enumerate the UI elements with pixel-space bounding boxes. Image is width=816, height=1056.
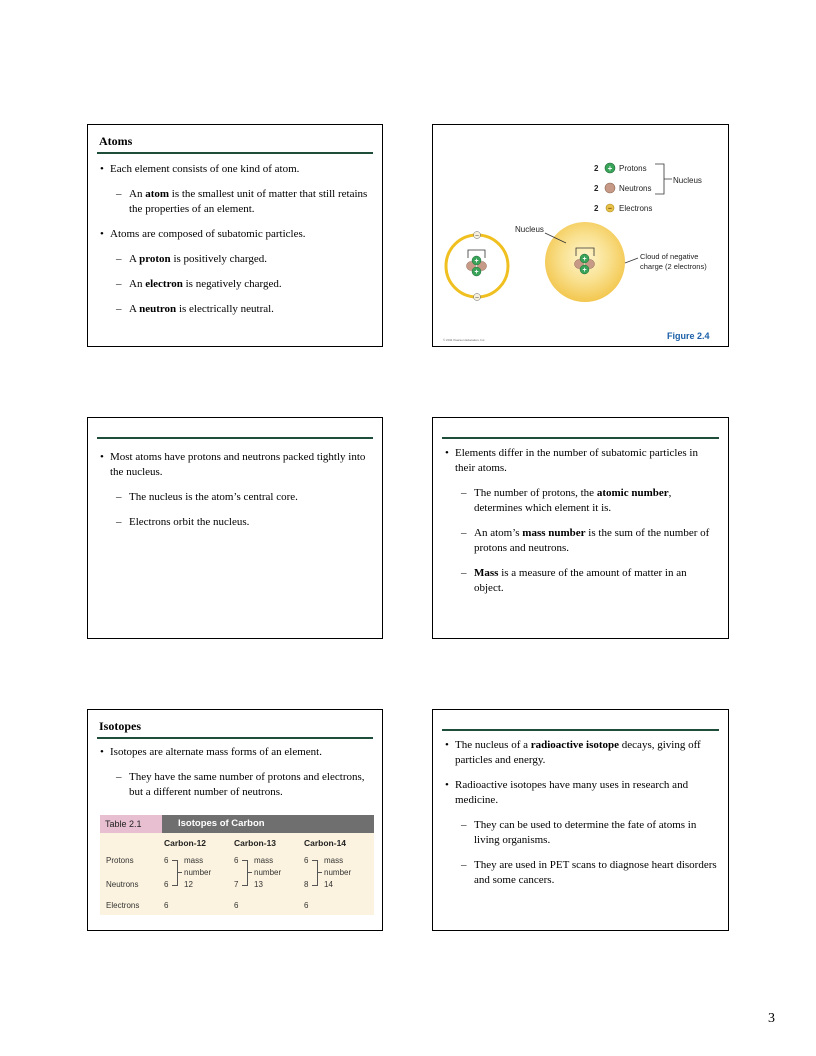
mass-label: number xyxy=(324,868,352,877)
electron-orbit xyxy=(446,235,508,297)
slide-title: Atoms xyxy=(99,134,133,148)
orbital-model xyxy=(446,232,508,302)
bullet-text: The number of protons, the xyxy=(474,487,597,499)
legend-neutrons-count: 2 xyxy=(594,184,599,193)
svg-text:–: – xyxy=(475,233,479,240)
bullet-list xyxy=(443,738,718,888)
bullet-text: is negatively charged. xyxy=(182,278,282,290)
isotopes-table xyxy=(100,815,374,915)
column-header: Carbon-14 xyxy=(304,838,347,848)
slide-isotopes xyxy=(87,709,383,931)
bullet-item xyxy=(443,778,718,808)
slide-radioactive xyxy=(432,709,729,931)
page-number: 3 xyxy=(768,1011,775,1026)
bullet-text: An xyxy=(129,188,146,200)
svg-text:+: + xyxy=(474,258,479,265)
nucleus-pointer-label: Nucleus xyxy=(515,225,544,234)
bullet-list xyxy=(98,450,372,530)
bullet-text: Each element consists of one kind of atom. xyxy=(110,163,300,175)
key-term: Mass xyxy=(474,567,499,579)
bullet-text: is the smallest unit of matter that still retains the properties of an element. xyxy=(129,188,368,215)
bullet-item xyxy=(98,227,372,242)
bullet-text: They have the same number of protons and electrons, but a different number of neutrons. xyxy=(129,771,365,798)
key-term: neutron xyxy=(139,303,177,315)
electrons-value: 6 xyxy=(164,901,169,910)
bullet-text: Atoms are composed of subatomic particles. xyxy=(110,228,306,240)
bullet-item xyxy=(98,450,372,480)
cloud-label-line2: charge (2 electrons) xyxy=(640,262,707,271)
bullet-text: is the sum of the number of protons and neutrons. xyxy=(474,527,710,554)
slide-nucleus xyxy=(87,417,383,639)
legend xyxy=(594,163,702,213)
mass-label: number xyxy=(254,868,282,877)
bullet-text: The nucleus is the atom’s central core. xyxy=(129,491,298,503)
row-label: Protons xyxy=(106,856,134,865)
legend-neutrons-label: Neutrons xyxy=(619,184,652,193)
title-rule xyxy=(97,152,373,154)
title-rule xyxy=(97,437,373,439)
legend-electrons-count: 2 xyxy=(594,204,599,213)
protons-value: 6 xyxy=(234,856,239,865)
svg-text:+: + xyxy=(582,267,587,274)
row-label: Neutrons xyxy=(106,880,139,889)
sub-bullet-item xyxy=(98,302,372,317)
title-rule xyxy=(97,737,373,739)
legend-protons-count: 2 xyxy=(594,164,599,173)
bullet-text: A xyxy=(129,253,140,265)
cloud-pointer-line xyxy=(625,258,638,263)
bullet-text: Most atoms have protons and neutrons packed tightly into the nucleus. xyxy=(110,451,366,478)
sub-bullet-item xyxy=(98,515,372,530)
bullet-item xyxy=(98,162,372,177)
mass-label: mass xyxy=(184,856,204,865)
sub-bullet-item xyxy=(98,252,372,267)
table-number: Table 2.1 xyxy=(105,819,142,829)
mass-number-value: 12 xyxy=(184,880,193,889)
bullet-text: Radioactive isotopes have many uses in research and medicine. xyxy=(455,779,689,806)
bullet-item xyxy=(443,446,718,476)
sub-bullet-item xyxy=(443,526,718,556)
row-label: Electrons xyxy=(106,901,140,910)
legend-electrons-label: Electrons xyxy=(619,204,653,213)
legend-protons-label: Protons xyxy=(619,164,647,173)
neutrons-value: 6 xyxy=(164,880,169,889)
nucleus-bracket xyxy=(655,164,672,194)
key-term: atomic number xyxy=(596,487,669,499)
electron-legend-symbol: – xyxy=(608,205,612,213)
bullet-text: An atom’s xyxy=(474,527,523,539)
column-header: Carbon-12 xyxy=(164,838,207,848)
mass-label: number xyxy=(184,868,212,877)
slide-atoms xyxy=(87,124,383,347)
neutrons-value: 8 xyxy=(304,880,309,889)
svg-text:+: + xyxy=(582,256,587,263)
neutrons-value: 7 xyxy=(234,880,239,889)
svg-text:–: – xyxy=(475,295,479,302)
mass-label: mass xyxy=(254,856,274,865)
slide-title: Isotopes xyxy=(99,719,142,733)
cloud-label-line1: Cloud of negative xyxy=(640,252,699,261)
mass-number-value: 13 xyxy=(254,880,263,889)
bullet-text: An xyxy=(129,278,146,290)
electrons-value: 6 xyxy=(234,901,239,910)
sub-bullet-item xyxy=(98,277,372,292)
key-term: atom xyxy=(145,188,170,200)
slide-atomic-number xyxy=(432,417,729,639)
bullet-text: They are used in PET scans to diagnose heart disorders and some cancers. xyxy=(474,859,717,886)
copyright-text: © 2011 Pearson Education, Inc. xyxy=(443,338,486,342)
key-term: mass number xyxy=(522,527,586,539)
sub-bullet-item xyxy=(443,566,718,596)
atom-diagram xyxy=(433,125,728,346)
sub-bullet-item xyxy=(98,490,372,505)
sub-bullet-item xyxy=(98,770,372,800)
bullet-text: decays, giving off particles and energy. xyxy=(455,739,701,766)
proton-legend-symbol: + xyxy=(607,164,613,173)
slide-atom-figure xyxy=(432,124,729,347)
figure-label: Figure 2.4 xyxy=(667,331,710,341)
sub-bullet-item xyxy=(443,858,718,888)
title-rule xyxy=(442,437,719,439)
bullet-item xyxy=(443,738,718,768)
bullet-text: is a measure of the amount of matter in an object. xyxy=(474,567,687,594)
key-term: radioactive isotope xyxy=(530,739,620,751)
sub-bullet-item xyxy=(443,486,718,516)
cloud-model xyxy=(515,222,707,302)
sub-bullet-item xyxy=(98,187,372,217)
bullet-list xyxy=(98,162,372,317)
sub-bullet-item xyxy=(443,818,718,848)
bullet-text: Elements differ in the number of subatomic particles in their atoms. xyxy=(455,447,698,474)
bullet-list xyxy=(98,745,372,800)
bullet-text: Isotopes are alternate mass forms of an element. xyxy=(110,746,322,758)
svg-text:+: + xyxy=(474,269,479,276)
bullet-text: A xyxy=(129,303,140,315)
neutron-legend-icon xyxy=(605,183,615,193)
bullet-text: is electrically neutral. xyxy=(176,303,274,315)
bullet-text: Electrons orbit the nucleus. xyxy=(129,516,250,528)
table-title: Isotopes of Carbon xyxy=(178,818,265,829)
key-term: proton xyxy=(139,253,171,265)
mass-number-value: 14 xyxy=(324,880,333,889)
mass-label: mass xyxy=(324,856,344,865)
nucleus-bracket-label: Nucleus xyxy=(673,176,702,185)
bullet-list xyxy=(443,446,718,596)
bullet-text: is positively charged. xyxy=(170,253,268,265)
protons-value: 6 xyxy=(304,856,309,865)
bullet-text: , determines which element it is. xyxy=(474,487,672,514)
bullet-text: They can be used to determine the fate of atoms in living organisms. xyxy=(474,819,697,846)
key-term: electron xyxy=(145,278,183,290)
electrons-value: 6 xyxy=(304,901,309,910)
protons-value: 6 xyxy=(164,856,169,865)
bullet-item xyxy=(98,745,372,760)
table-header xyxy=(100,815,374,833)
bullet-text: The nucleus of a xyxy=(455,739,531,751)
title-rule xyxy=(442,729,719,731)
column-header: Carbon-13 xyxy=(234,838,277,848)
